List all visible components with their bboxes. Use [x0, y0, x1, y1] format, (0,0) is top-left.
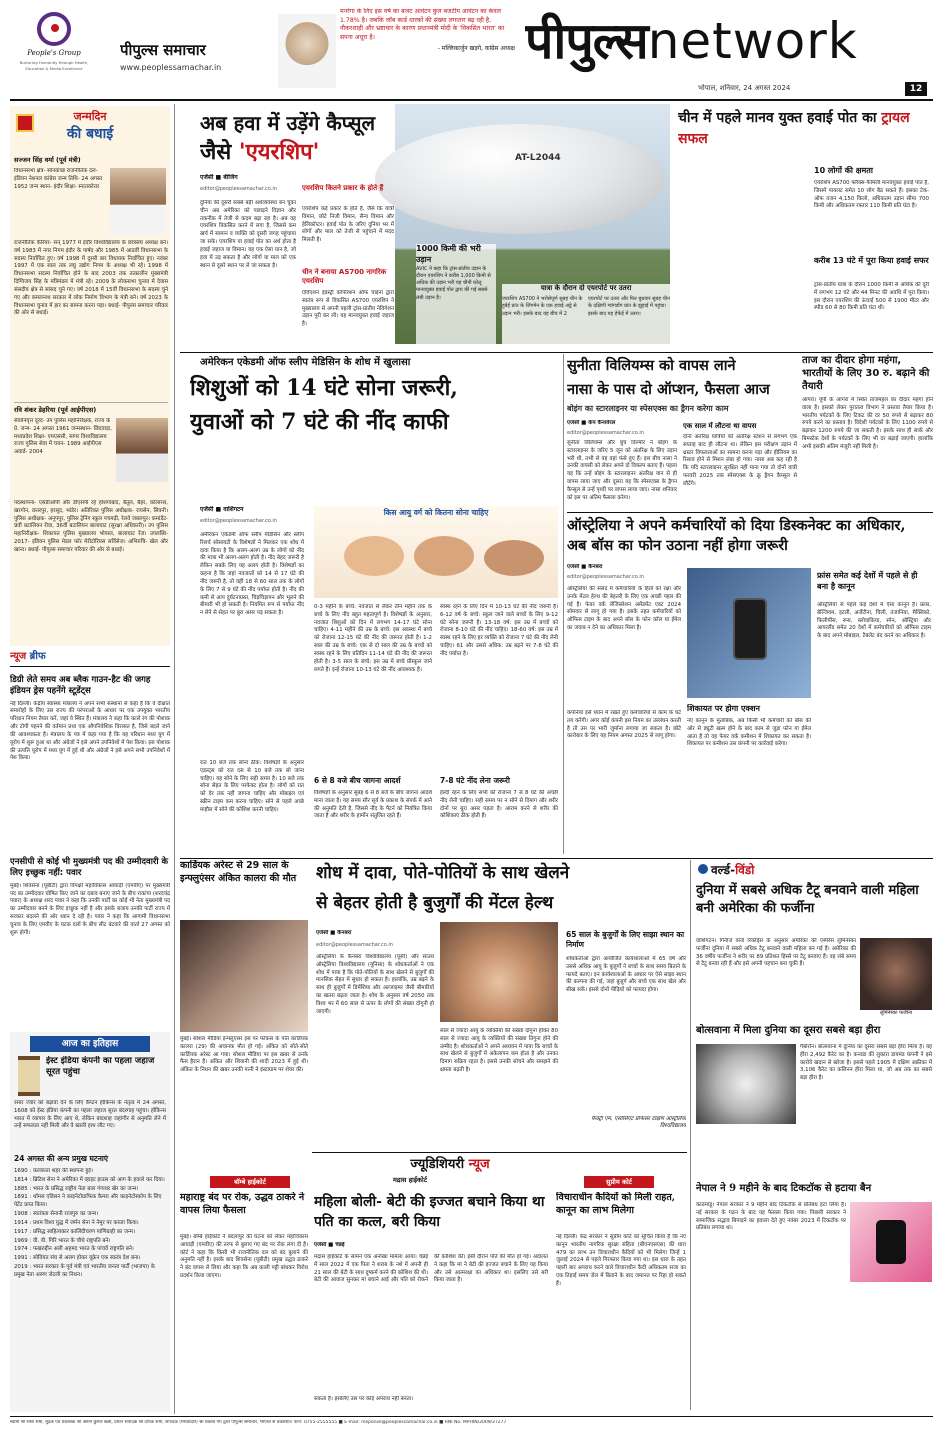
grand-headline-2: से बेहतर होती है बुजुर्गों की मेंटल हेल्थ [316, 893, 554, 913]
madras-text-2: सकता है। इसलिए उस पर कोई अपराध नहीं बनता। [314, 1396, 414, 1402]
tiktok-text: काठमांडू। नेपाल सरकार ने 9 महीने बाद टिकटॉक से प्रतिबंध हटा लिया है। नई सरकार के गठन के बाद यह फैसला किया गया। पिछली सरकार ने सामाजिक सद्भाव बिगाड़ने का हवाला देते हुए नवंबर 2023 में टिकटॉक पर प्रतिबंध लगाया था। [696, 1202, 846, 1232]
gift-icon [16, 114, 34, 132]
airship-headline-2b: 'एयरशिप' [238, 139, 320, 165]
diamond-photo [696, 1044, 796, 1124]
sleep-story [180, 354, 560, 854]
airship-sidebar [674, 104, 933, 349]
bombay-headline: महाराष्ट्र बंद पर रोक, उद्धव ठाकरे ने वापस लिया फैसला [180, 1192, 305, 1216]
history-text: रसार ज्वार को बढ़ावा देने के लिए कैप्टन हॉकिन्स के नेतृत्व में 24 अगस्त, 1608 को ईस्ट इंडिया कंपनी का पहला जहाज सूरत बंदरगाह पहुंचा। हॉकिन्स भारत में व्यापार के लिए आए थे, लेकिन बादशाह जहांगीर से अनुमति लेने में उन्हें सफलता नहीं मिली और वे खाली हाथ लौट गए। [14, 1100, 166, 1130]
kharge-photo [278, 14, 336, 88]
sunita-headline-2: नासा के पास दो ऑप्शन, फैसला आज [567, 381, 770, 398]
grand-col-2: साल से ज्यादा आयु के व्यक्तियों की संख्या दोगुना होकर 80 साल से ज्यादा आयु के व्यक्तियों की संख्या तिगुना होने की उम्मीद है। शोधकर्ताओं ने अपने अध्ययन में पाया कि बच्चों के साथ खेलने से बुजुर्गों में अकेलापन कम होता है और उनका दिमाग सक्रिय रहता है। इससे उनकी सोचने और समझने की क्षमता बढ़ती है। [440, 1028, 558, 1074]
sleep-headline-1: शिशुओं को 14 घंटे सोना जरूरी, [190, 375, 458, 401]
cardiac-story [180, 860, 308, 1150]
side-sub2: करीब 13 घंटे में पूरा किया हवाई सफर [814, 256, 929, 265]
callout-1-title: 1000 किमी की भरी उड़ान [416, 244, 481, 264]
world-label-b: विंडो [735, 863, 755, 877]
sajjan-verma-photo [110, 168, 166, 234]
bombay-label: बॉम्बे हाईकोर्ट [210, 1176, 290, 1188]
sc-text: नई दिल्ली। केंद्र सरकार ने सुप्रीम कोर्ट को सूचित किया है कि नए कानून भारतीय नागरिक सुरक्षा संहिता (बीएनएसएस) की धारा 479 का लाभ उन विचाराधीन कैदियों को भी मिलेगा जिन्हें 1 जुलाई 2024 से पहले गिरफ्तार किया गया था। इस धारा के तहत पहली बार अपराध करने वाले विचाराधीन कैदी अधिकतम सजा का एक तिहाई समय जेल में बिताने के बाद जमानत पर रिहा हो सकते हैं। [556, 1234, 686, 1287]
news-brief-label [10, 650, 170, 667]
peoples-group-logo [14, 12, 94, 92]
madras-headline: महिला बोली- बेटी की इज्जत बचाने किया था पति का कत्ल, बरी किया [314, 1194, 545, 1231]
history-event: 1917 : प्रसिद्ध साहित्यकार कालिंदीचरण पाणिग्राही का जन्म। [14, 1228, 136, 1235]
peoples-group-logo-mark [37, 12, 71, 46]
history-event: 1814 : ब्रिटिश सेना ने अमेरिका में व्हाइट हाउस को आग के हवाले कर दिया। [14, 1176, 165, 1183]
sc-label: सुप्रीम कोर्ट [584, 1176, 654, 1188]
website-link[interactable]: www.peoplessamachar.in [120, 63, 222, 73]
sleep-graphic-title: किस आयु वर्ग को कितना सोना चाहिए [383, 508, 489, 517]
australia-col-1: ऑस्ट्रेलिया की संसद में कर्मचारियों के हितों को रक्षा और उनके मेंटल हेल्थ की बेहतरी के लिए एक अच्छी पहल की गई है। फेयर वर्क लेजिस्लेशन अमेंडमेंट एक्ट 2024 सोमवार से लागू हो गया है। इसके तहत कर्मचारियों को ऑफिस टाइम के बाद अपने बॉस के फोन कॉल या ईमेल का जवाब न देने का अधिकार मिला है। [567, 586, 681, 632]
news-brief-section [10, 650, 170, 1030]
side-sub1-text: एयरशिप AS700 फ्लैक्स-फैमिली मानवयुक्त हवाई पोत है, जिसमें पायलट समेत 10 लोग बैठ सकते हैं। इसका टेक-ऑफ वजन 4,150 किलो, अधिकतम उड़ान सीमा 700 किमी और अधिकतम रफ्तार 110 किमी प्रति घंटा है। [814, 180, 929, 210]
peoples-group-tagline: Nurturing Humanity through Health, Education & Media Excellence [19, 60, 89, 71]
sleep-col-1: अमेरिकन एकेडमी ऑफ स्लीप मेडिसिन और स्लीप रिसर्च सोसायटी के विशेषज्ञों ने मिलकर एक शोध में दावा किया है कि अलग-अलग उम्र के लोगों को नींद की मात्रा भी अलग-अलग होती है। नींद बेहद जरूरी है लेकिन सबके लिए यह अलग होती है। विशेषज्ञों का कहना है कि जहां नवजातों को 14 से 17 घंटे की नींद जरूरी है, तो वहीं 18 से 60 साल तक के लोगों के लिए 7 से 9 घंटे की नींद पर्याप्त होती है। नींद की कमी से आप दुर्घटनाग्रस्त, चिड़चिड़ापन और भूलने की बीमारी भी हो सकती है। नियमित रूप से पर्याप्त नींद न लेने से सेहत पर बुरा असर पड़ सकता है। [200, 532, 304, 617]
phone-files-image [687, 568, 811, 698]
sleep-email[interactable]: editor@peoplessamachar.co.in [200, 518, 277, 524]
bombay-text: मुंबई। बॉम्बे हाईकोर्ट ने बदलापुर की घटना को लेकर महाविकास आघाड़ी (एमवीए) की तरफ से बुलाए गए बंद पर रोक लगा दी है। कोर्ट ने कहा कि किसी भी राजनीतिक दल को बंद बुलाने की अनुमति नहीं है। इसके बाद शिवसेना (यूबीटी) प्रमुख उद्धव ठाकरे ने बंद वापस ले लिया और कहा कि अब काली पट्टी बांधकर विरोध प्रदर्शन किया जाएगा। [180, 1234, 308, 1280]
sleep-col-3: 0-3 महीने के बच्चे: नवजात से लेकर तीन महीने तक के बच्चे के लिए नींद बहुत महत्वपूर्ण है। विशेषज्ञों के अनुसार, नवजात शिशुओं को दिन में लगभग 14-17 घंटे सोना चाहिए। 4-11 महीने की उम्र के बच्चे: इस अवस्था में बच्चे को रोजाना 12-15 घंटे की नींद की जरूरत होती है। 1-2 साल की उम्र के बच्चे: एक से दो साल की उम्र के बच्चों को स्वस्थ रहने के लिए प्रतिदिन 11-14 घंटे की नींद की जरूरत होती है। 3-5 साल के बच्चे: इस उम्र में बच्चे प्रीस्कूल जाने लगते हैं। इन्हें रोजाना 10-13 घंटे की नींद आवश्यक है। [314, 604, 432, 673]
grandparents-story [312, 860, 687, 1150]
airship-story [180, 104, 670, 349]
grand-quote-by: फैक्ट्री एम, एसोसिएट प्रोफेसर दक्षिण ऑस्ट्रेलिया विश्वविद्यालय [591, 1116, 686, 1130]
tattoo-headline: दुनिया में सबसे अधिक टैटू बनवाने वाली महिला बनी अमेरिका की फर्जीना [696, 883, 919, 916]
madras-byline: एजेंसी ■ चेन्नई [314, 1242, 345, 1248]
airship-code: AT-L2044 [515, 153, 561, 163]
airship-side-headline [678, 108, 928, 158]
tiktok-icon [876, 1220, 906, 1264]
sunita-byline: एजेंसी ■ केप कैनावेरल [567, 420, 616, 426]
history-event: 1991 : सोवियत संघ से अलग होकर यूक्रेन एक स्वतंत्र देश बना। [14, 1255, 141, 1262]
birthday-title-big: की बधाई [66, 125, 114, 142]
judiciary-banner-a: ज्यूडिशियरी [410, 1157, 469, 1172]
brief-headline-2: एनसीपी से कोई भी मुख्यमंत्री पद की उम्मीदवारी के लिए इच्छुक नहीं: पवार [10, 856, 169, 878]
paper-logo [120, 40, 270, 80]
birthday-person-2-bio: पदस्थापना- एसडीओपी और डीएसपी रहे होशंगाबाद, बैतूल, बैहर, कोलारस, खरगोन, छतरपुर, हरसूद, भांडेर। अतिरिक्त पुलिस अधीक्षक- रायसेन, सिवनी। पुलिस अधीक्षक- अनूपपुर, पुलिस ट्रेनिंग स्कूल पचमढ़ी, रेलवे जबलपुर। कमांडेंट- 9वीं बटालियन रीवा, 36वीं बटालियन बालाघाट (सुरक्षा अधिकारी)। उप पुलिस महानिरीक्षक- शिकायत पुलिस मुख्यालय भोपाल, बालाघाट रेंज। उपलब्धि- 2017- इंडियन पुलिस मेडल फॉर मेरीटोरियस सर्विसेज। अभिरुचि- खेल और खाना। बधाई- पीपुल्स समाचार परिवार की ओर से बधाई। [14, 500, 168, 553]
history-event: 1891 : थॉमस एडिसन ने काइनेटोग्राफिक कैमरा और काइनेटोस्कोप के लिए पेटेंट प्राप्त किया। [14, 1194, 162, 1209]
callout-2-title: यात्रा के दौरान दो एयरपोर्ट पर उतरा [540, 284, 632, 292]
side-sub1: 10 लोगों की क्षमता [814, 166, 873, 175]
grand-col-1: ऑस्ट्रेलिया के कैनबरा विश्वविद्यालय (यूसी) और साउथ ऑस्ट्रेलिया विश्वविद्यालय (यूनिसा) के शोधकर्ताओं ने एक शोध में पाया है कि पोते-पोतियों के साथ खेलने से बुजुर्गों की मानसिक सेहत में सुधार हो सकता है। हालांकि, उम्र बढ़ने के साथ ही बुजुर्गों में डिमेंशिया और अल्जाइमर जैसी बीमारियों का खतरा बढ़ता जाता है। शोध के अनुसार वर्ष 2050 तक विश्व भर में 60 साल से ऊपर के लोगों की संख्या दोगुनी हो जाएगी। [316, 954, 434, 1015]
taj-body: आगरा। यूपी के आगरा में स्थित ताजमहल का दीदार महंगा होने वाला है। इसको लेकर पुरातत्व विभाग ने प्रस्ताव तैयार किया है। भारतीय पर्यटकों के लिए टिकट की दर 50 रुपये से बढ़ाकर 80 रुपये करने का प्रस्ताव है। विदेशी पर्यटकों के लिए 1100 रुपये से बढ़ाकर 1200 रुपये की जा सकती है। इसके साथ ही सार्क और बिमस्टेक देशों के पर्यटकों के लिए भी दर बढ़ाई जाएगी। हालांकि अभी इसकी अंतिम मंजूरी नहीं मिली है। [802, 397, 933, 450]
sleep-col-4: स्वस्थ रहने के लिए दिन में 10-13 घंटे की नींद जरूरी है। 6-12 वर्ष के बच्चे: स्कूल जाने वाले बच्चों के लिए 9-12 घंटे सोना जरूरी है। 13-18 वर्ष: इस उम्र में बच्चों को रोजाना 8-10 घंटे की नींद चाहिए। 18-60 वर्ष: इस उम्र में स्वस्थ रहने के लिए हर व्यक्ति को रोजाना 7 घंटे की नींद लेनी चाहिए। 61 और उससे अधिक: उम्र बढ़ने पर 7-8 घंटे की नींद पर्याप्त है। [440, 604, 558, 657]
sleep-sub-a-text: विशेषज्ञों के अनुसार सुबह 6 से 8 बजे के बीच जागना आदर्श माना जाता है। यह समय सौर सूर्य के प्रकाश के संपर्क में आने की अनुमति देती है, जिससे नींद के पैटर्न को नियंत्रित किया जाता है और शरीर के हार्मोन संतुलित रहते हैं। [314, 790, 432, 820]
section-title-hi: पीपुल्स [525, 12, 648, 70]
history-event: 1908 : स्वतंत्रता सेनानी राजगुरु का जन्म। [14, 1211, 99, 1218]
couple-photo [180, 920, 308, 1032]
dateline: भोपाल, शनिवार, 24 अगस्त 2024 [698, 84, 791, 92]
history-label: आज का इतिहास [30, 1036, 150, 1052]
history-event: 1690 : कलकत्ता शहर की स्थापना हुई। [14, 1168, 93, 1174]
grand-email[interactable]: editor@peoplessamachar.co.in [316, 942, 393, 948]
birthday-section [10, 106, 170, 646]
airship-body [375, 124, 665, 234]
australia-col-2: कंपनियां इसे ध्यान में रखते हुए कर्मचारियों से काम के घंटे तय करेंगी। अगर कोई कंपनी इस नियम का उल्लंघन करती है तो उस पर भारी जुर्माना लगाया जा सकता है। छोटे कारोबार के लिए यह नियम अगस्त 2025 से लागू होगा। [567, 710, 681, 740]
sleep-col-2: रात 10 बजे तक सोना ठीक: विशेषज्ञों के अनुसार एडल्ट्स को रात दस से 10 बजे तक सो जाना चाहिए। यह सोने के लिए सही समय है। 10 बजे तक सोना सेहत के लिए परफेक्ट होता है। लोगों को रात को देर तक नहीं जागना चाहिए और मोबाइल एवं स्क्रीन टाइम कम करना चाहिए। सोने से पहले अच्छे माहौल में सोने की कोशिश करनी चाहिए। [200, 760, 304, 813]
taj-story [802, 354, 933, 509]
sleeping-child-icon [414, 536, 474, 576]
madras-label: मद्रास हाईकोर्ट [393, 1176, 427, 1184]
sunita-story [567, 354, 797, 509]
history-event: 2019 : भारत सरकार के पूर्व मंत्री एवं भारतीय जनता पार्टी (भाजपा) के प्रमुख नेता अरुण जेटली का निधन। [14, 1264, 155, 1278]
side-headline-b: ट्रायल सफल [678, 110, 910, 147]
airship-callout-2 [502, 284, 670, 346]
globe-icon [698, 864, 708, 874]
section-title [525, 6, 925, 80]
news-brief-label-a: न्यूज [10, 651, 27, 662]
world-label-a: वर्ल्ड- [711, 863, 736, 877]
sunita-sub-text: दोनों अंतरिक्ष यात्रियों को अंतरिक्ष स्टेशन से लगभग एक सप्ताह बाद ही लौटना था। लेकिन इस परीक्षण उड़ान में थ्रस्टर विफलताओं का सामना करना पड़ा और हीलियम का रिसाव होने से मिशन लंबा हो गया। नासा अब कह रही है कि यदि स्टारलाइनर सुरक्षित नहीं माना गया तो दोनों यात्री फरवरी 2025 तक स्पेसएक्स के क्रू ड्रैगन कैप्सूल से लौटेंगे। [683, 434, 797, 487]
side-headline-a: चीन में पहले मानव युक्त हवाई पोत का [678, 110, 882, 126]
page-number: 12 [905, 82, 927, 96]
callout-1-text: AVIC ने कहा कि ट्रांस-प्रांतीय उड़ान के दौरान एयरशिप ने करीब 1,000 किमी से अधिक की उड़ान भरी यह चीनी घरेलू मानवयुक्त हवाई पोत द्वारा की गई सबसे लंबी उड़ान है। [416, 265, 491, 301]
brief-text-2: मुंबई। शिवसेना (यूबीटी) द्वारा विपक्षी महाविकास आघाड़ी (एमवीए) पर मुख्यमंत्री पद का उम्मीदवार घोषित किए जाने का दबाव बनाए जाने के बीच राकांपा (शरदचंद्र पवार) के अध्यक्ष शरद पवार ने कहा कि उनकी पार्टी का कोई भी नेता मुख्यमंत्री पद का उम्मीदवार बनने के लिए इच्छुक नहीं है और इसके बजाय उनकी पार्टी राज्य में सरकार बदलने की ओर ध्यान दे रही है। पवार ने कहा कि आगामी विधानसभा चुनाव के लिए एमवीए के घटक दलों के बीच सीट बंटवारे की वार्ता 27 अगस्त को शुरू होगी। [10, 882, 170, 936]
hourglass-icon [18, 1056, 40, 1096]
paper-name: पीपुल्स समाचार [120, 41, 206, 59]
tattoo-woman-photo [860, 938, 932, 1010]
grand-headline-1: शोध में दावा, पोते-पोतियों के साथ खेलने [316, 863, 570, 883]
section-title-en: network [647, 12, 858, 70]
birthday-person-2-details: सेवानिवृत्त दूरद- उप पुलिस महानिरीक्षक, राज्य के प्रे. जन्म- 24 अगस्त 1961 जन्मस्थान- छिंदवाड़ा, मध्यप्रदेश शिक्षा- एमएससी, सागर विश्वविद्यालय राज्य पुलिस सेवा में चयन- 1989 आईपीएस अवार्ड- 2004 [14, 418, 112, 456]
tattoo-caption: लुमिनेस्का फर्जीना [879, 1010, 913, 1016]
birthday-person-2-name: रवि शंकर डेहरिया (पूर्व आईपीएस) [14, 406, 97, 414]
grand-sub: 65 साल के बुजुर्गों के लिए साझा स्थान का निर्माण [566, 930, 685, 950]
judiciary-banner-b: न्यूज [468, 1157, 490, 1172]
history-section [10, 1032, 170, 1412]
sleep-sub-b-text: हेल्दी रहने के लिए सभी को रोजाना 7 से 8 घंटे की अच्छी नींद लेनी चाहिए। सही समय पर न सोने से दिमाग और शरीर दोनों पर बुरा असर पड़ता है। आराम करने से शरीर की कोशिकाएं ठीक होती हैं। [440, 790, 558, 820]
sleep-sub-a: 6 से 8 वजे बीच जागना आदर्श [314, 776, 401, 785]
australia-byline: एजेंसी ■ कैनबरा [567, 564, 603, 570]
sleeping-baby-icon [344, 536, 404, 576]
france-head: फ्रांस समेत कई देशों में पहले से ही बना है कानून [817, 571, 918, 592]
australia-headline: ऑस्ट्रेलिया ने अपने कर्मचारियों को दिया डिस्कनेक्ट का अधिकार, अब बॉस का फोन उठाना नहीं होगा जरूरी [567, 517, 906, 555]
diamond-text: गैबोरोन। बोत्सवाना में दुनिया का दूसरा सबसे बड़ा हीरा मिला है। यह हीरा 2,492 कैरेट का है। कनाडा की लुकारा डायमंड कंपनी ने इसे कारोवे खदान से खोजा है। इससे पहले 1905 में दक्षिण अफ्रीका में 3,106 कैरेट का कलिनन हीरा मिला था, जो अब तक का सबसे बड़ा हीरा है। [800, 1044, 932, 1082]
brief-headline-1: डिग्री लेते समय अब ब्लैक गाउन-हैट की जगह इंडियन ड्रेस पहनेंगे स्टूडेंट्स [10, 674, 151, 696]
sunita-deck: बोइंग का स्टारलाइनर या स्पेसएक्स का ड्रैगन करेगा काम [567, 404, 729, 413]
ravi-dehariya-photo [116, 418, 168, 482]
history-event: 1914 : प्रथम विश्व युद्ध में जर्मन सेना ने नेमुर पर कब्जा किया। [14, 1219, 139, 1226]
judiciary-section [180, 1154, 688, 1414]
tiktok-headline: नेपाल ने 9 महीने के बाद टिकटॉक से हटाया बैन [696, 1183, 872, 1194]
hands-photo [440, 922, 558, 1022]
phone-icon [733, 598, 767, 660]
sunita-email[interactable]: editor@peoplessamachar.co.in [567, 430, 644, 436]
callout-2-text-a: एयरशिप AS700 ने भरोसेपूर्ण सुबह चीन के हुबेई प्रांत के जिंगमेन के एक हवाई अड्डे से उड़ान भरी। इसके बाद यह बीच में 2 [502, 296, 583, 317]
sleeping-adult-icon [484, 540, 544, 576]
sc-headline: विचाराधीन कैदियों को मिली राहत, कानून का लाभ मिलेगा [556, 1192, 676, 1216]
sleep-graphic [314, 506, 558, 598]
australia-story [567, 514, 933, 854]
birthday-person-1-bio: राजनीतिक कॅरियर- सन् 1977 में इंदौर विश्वविद्यालय के छात्रसंघ अध्यक्ष बने। वर्ष 1983 में नगर निगम इंदौर के पार्षद और 1985 में आठवीं विधानसभा के सदस्य निर्वाचित हुए। वर्ष 1998 में दूसरी बार विधायक निर्वाचित हुए। नवंबर 1997 में एक साल तक लघु उद्योग निगम के अध्यक्ष भी रहे। 1998 में विधानसभा सदस्य निर्वाचित होने के बाद 2003 तक तत्कालीन मुख्यमंत्री दिग्विजय सिंह के मंत्रिमंडल में मंत्री रहे। 2009 के लोकसभा चुनाव में देवास संसदीय क्षेत्र से सांसद चुने गए। वर्ष 2018 में 15वीं विधानसभा के सदस्य चुने गए और कमलनाथ सरकार में लोक निर्माण विभाग के मंत्री बने। वर्ष 2023 के विधानसभा चुनाव में हार का सामना करना पड़ा। बधाई- पीपुल्स समाचार परिवार की ओर से बधाई। [14, 240, 168, 317]
cardiac-body: मुंबई। सोशल मीडिया इन्फ्लुएंसर इस पर फोकस के पति कार्डियक कालरा (29) की अचानक मौत हो गई। अंकित को सोते-सोते कार्डियक अरेस्ट आ गया। सोशल मीडिया पर इस खबर से उनके फैंस हैरान हैं। अंकित और शिवानी की शादी 2023 में हुई थी। अंकित के निधन की खबर उनकी पत्नी ने इंस्टाग्राम पर शेयर की। [180, 1036, 308, 1074]
diamond-headline: बोत्सवाना में मिला दुनिया का दूसरा सबसे बड़ा हीरा [696, 1025, 881, 1036]
history-events-list [14, 1168, 166, 1408]
sunita-headline-1: सुनीता विलियम्स को वापस लाने [567, 357, 736, 374]
sleep-sub-b: 7-8 घंटे नींद लेना जरूरी [440, 776, 510, 785]
sleep-kicker: अमेरिकन एकेडमी ऑफ स्लीप मेडिसिन के शोध में खुलासा [200, 357, 411, 368]
history-headline: ईस्ट इंडिया कंपनी का पहला जहाज सूरत पहुंचा [46, 1056, 155, 1078]
australia-side-text: नए कानून के मुताबिक, अब किसी भी कर्मचारी को बॉस की ओर से ड्यूटी खत्म होने के बाद काम से जुड़ा फोन या ईमेल आता है तो वह फेयर वर्क कमीशन में शिकायत कर सकता है। शिकायत पर कमीशन उस कंपनी पर कार्रवाई करेगा। [687, 718, 811, 748]
airship-headline-1: अब हवा में उड़ेंगे कैप्सूल [200, 111, 376, 135]
sunita-body: सुनीता विलियम्स और बुच विल्मोर ने बोइंग के स्टारलाइनर के जरिए 5 जून को अंतरिक्ष के लिए उड़ान भरी थी, तभी से वह वहां फंसे हुए हैं। इस बीच नासा ने उनकी वापसी को लेकर अपने दो विकल्प बताए हैं। पहला यह कि उन्हें बोइंग के स्टारलाइनर अंतरिक्ष यान से ही वापस लाया जाए और दूसरा यह कि स्पेसएक्स के ड्रैगन कैप्सूल से उन्हें पृथ्वी पर वापस लाया जाए। नासा शनिवार को इस पर अंतिम फैसला करेगा। [567, 440, 677, 501]
australia-side-head: शिकायत पर होगा एक्शन [687, 704, 760, 713]
history-events-title: 24 अगस्त की अन्य प्रमुख घटनाएं [14, 1154, 108, 1163]
madras-text: मद्रास हाईकोर्ट के सामने एक अनोखा मामला आया। चेन्नई में साल 2022 में एक पिता ने शराब के नशे में अपनी ही 21 साल की बेटी के साथ दुष्कर्म करने की कोशिश की थी। बेटी की आवाज सुनकर मां बचाने आई और पति को रोकने की कोशिश की। इसी दौरान पति की मौत हो गई। अदालत ने कहा कि मां ने बेटी की इज्जत बचाने के लिए यह किया और उसे आत्मरक्षा का अधिकार था। इसलिए उसे बरी किया जाता है। [314, 1254, 548, 1284]
airship-callout-1 [416, 244, 496, 344]
airship-sub1-text: एयरशिप कई प्रकार के होते हैं, जैसे कि यात्री विमान, छोटे निजी विमान, सैन्य विमान और हेलिकॉप्टर। हवाई पोत के जरिए दुनिया भर में लोगों और माल को तेजी से पहुंचाने में मदद मिलती है। [302, 206, 394, 244]
quote-author: - मल्लिकार्जुन खड़गे, कांग्रेस अध्यक्ष [437, 44, 515, 52]
airship-sub2-text: एविएशन इंडस्ट्री कॉर्पोरेशन ऑफ चाइना द्वारा स्वतंत्र रूप से विकसित AS700 एयरशिप ने मुख्यालय से अपनी पहली ट्रांस-प्रांतीय नेविगेशन उड़ान पूरी कर ली। यह मानवयुक्त हवाई जहाज है। [302, 290, 394, 328]
airship-body-text: दुनिया की दूसरी सबसे बड़ी अर्थव्यवस्था बन चुका चीन अब अमेरिका को पछाड़ने विज्ञान और तकनीक में तेजी से कदम बढ़ा रहा है। अब वह एयरशिप विकसित करने में लगा है, जिससे कम खर्च में सामान व व्यक्ति को दूसरी जगह पहुंचाया जा सके। एयरशिप या हवाई पोत का अर्थ होता है हवाई जहाज या विमान। यह एक ऐसा यान है, जो हवा में उड़ सकता है और लोगों या माल को एक स्थान से दूसरे स्थान पर ले जा सकता है। [200, 200, 296, 269]
birthday-person-1-details: विधानसभा क्षेत्र- सोनकच्छ राजनीतिक दल- इंडियन नेशनल कांग्रेस जन्म तिथि- 24 अगस्त 1952 जन्म स्थान- इंदौर शिक्षा- स्नातकोत्तर [14, 168, 103, 190]
tiktok-phone-photo [850, 1202, 932, 1282]
birthday-person-1-name: सज्जन सिंह वर्मा (पूर्व मंत्री) [14, 156, 81, 164]
grand-sub-text: शोधकर्ताओं द्वारा आयोजित कार्यशालाओं में 65 वर्ष और उससे अधिक आयु के बुजुर्गों ने बच्चों के साथ समय बिताने के फायदे बताए। इन कार्यशालाओं के आधार पर ऐसे साझा स्थान की कल्पना की गई, जहां बुजुर्ग और बच्चे एक साथ खेल और सीख सकें। इससे दोनों पीढ़ियों को फायदा होगा। [566, 956, 686, 994]
taj-headline: ताज का दीदार होगा महंगा, भारतीयों के लिए 30 रु. बढ़ाने की तैयारी [802, 355, 930, 392]
airship-headline-2a: जैसे [200, 139, 239, 165]
brief-text-1: नई दिल्ली। केंद्रीय स्वास्थ्य मंत्रालय ने अपने सभी संस्थानों से कहा है कि वे दीक्षांत समारोहों के लिए उस राज्य की परंपराओं के आधार पर एक उपयुक्त भारतीय परिधान नियम तैयार करें, जहां वे स्थित हैं। मंत्रालय ने कहा कि काले रंग की पोशाक और टोपी पहनने की वर्तमान प्रथा एक औपनिवेशिक विरासत है, जिसे बदले जाने की आवश्यकता है। मंत्रालय के पत्र में कहा गया है कि यह परिधान मध्य युग में यूरोप में शुरू हुआ था और अंग्रेजों ने इसे अपने उपनिवेशों में पेश किया। इस पोशाक की उत्पत्ति यूरोप में मध्य युग में हुई थी और अंग्रेजों ने इसे अपने सभी उपनिवेशों में पेश किया। [10, 700, 170, 762]
footer-imprint: स्वामी श्री रमेश शर्मा, मुद्रक एवं प्रकाशक श्री अरुण कुमार खत्री, प्रधान संपादक श्री दीपक शर्मा, संपादक (मध्यप्रदेश) श्री प्रकाश गर्ग द्वारा पीपुल्स समाचार, भोपाल से प्रकाशित। फोन: 0755-2555555 ■ E-mail: response@peoplessamachar.co.in ■ RNI No. MPHIN/2009/27277 [10, 1420, 507, 1425]
quote-text: मनरेगा के लिए इस वर्ष का बजट आवंटन कुल बजटीय आवंटन का केवल 1.78% है। जबकि जॉब कार्ड धारकों की संख्या लगातार बढ़ रही है, नौकरशाही और भ्रष्टाचार के कारण प्रधानमंत्री मोदी के 'विकसित भारत' का सपना अधूरा है। [340, 8, 505, 42]
airship-email[interactable]: editor@peoplessamachar.co.in [200, 186, 277, 192]
masthead [0, 0, 945, 100]
world-label [694, 860, 933, 880]
birthday-title [20, 110, 160, 150]
world-window [694, 860, 933, 1412]
news-brief-label-b: ब्रीफ [29, 651, 46, 662]
masthead-quote [340, 8, 515, 88]
airship-byline: एजेंसी ■ बीजिंग [200, 174, 238, 181]
peoples-group-logo-text: People's Group [27, 49, 81, 57]
sunita-sub: एक साल में लौटना था वापस [683, 422, 757, 430]
sleep-headline-2: युवाओं को 7 घंटे की नींद काफी [190, 409, 449, 435]
france-text: ऑस्ट्रेलिया से पहले कई देशों में ऐसा कानून है। फ्रांस, बेल्जियम, इटली, अर्जेंटीना, चिली, तंजानिया, मैक्सिको, फिलीपींस, रूस, स्लोवाकिया, स्पेन, ऑस्ट्रिया और आयरलैंड समेत 20 देशों में कर्मचारियों को ऑफिस टाइम के बाद अपने मोबाइल, टैबलेट बंद करने का अधिकार है। [817, 602, 931, 640]
side-sub2-text: ट्रांस-प्रांतीय यात्रा के दौरान 1000 किमी से अधिक की दूरी में लगभग 12 घंटे और 44 मिनट की अवधि में पूरा किया। इस दौरान एयरशिप की ऊंचाई 500 से 1900 मीटर और स्पीड 60 से 80 किमी प्रति घंटा थी। [814, 282, 929, 312]
history-event: 1974 : फखरुद्दीन अली अहमद भारत के पांचवें राष्ट्रपति बने। [14, 1246, 134, 1253]
cardiac-headline: कार्डियक अरेस्ट से 29 साल के इन्फ्लुएंसर अंकित कालरा की मौत [180, 860, 297, 884]
history-event: 1885 : भारत के प्रसिद्ध राष्ट्रीय नेता बाल गंगाधर खेर का जन्म। [14, 1185, 139, 1192]
history-event: 1969 : वी. वी. गिरि भारत के चौथे राष्ट्रपति बने। [14, 1237, 111, 1244]
australia-email[interactable]: editor@peoplessamachar.co.in [567, 574, 644, 580]
airship-sub1: एयरशिप कितने प्रकार के होते हैं [302, 184, 384, 192]
airship-sub2: चीन ने बनाया AS700 नागरिक एयरशिप [302, 268, 387, 286]
judiciary-banner [360, 1156, 540, 1174]
tattoo-text: वाशिंगटन। गिनीज वर्ल्ड रिकॉर्ड्स के अनुसार अमेरिका की एस्पेरेंस लुमिनेस्का फर्जीना दुनिया में सबसे अधिक टैटू बनवाने वाली महिला बन गई हैं। अमेरिका की 36 वर्षीय फर्जीना ने शरीर पर 89 प्रतिशत हिस्से पर टैटू बनवाए हैं। वह लंबे समय से टैटू बनवा रही हैं और इसे अपनी पहचान बना चुकी हैं। [696, 938, 856, 968]
grand-byline: एजेंसी ■ कैनबरा [316, 930, 352, 936]
callout-2-text-b: एयरपोर्ट पर उतरा और फिर बुधवार सुबह चीन के दक्षिणी ग्वांगडोंग प्रांत के झुहाई में पहुंचा। इसके बाद यह हेफेई में उतरा। [588, 296, 670, 317]
sleep-byline: एजेंसी ■ वाशिंगटन [200, 506, 244, 513]
birthday-title-small: जन्मदिन [73, 110, 107, 123]
